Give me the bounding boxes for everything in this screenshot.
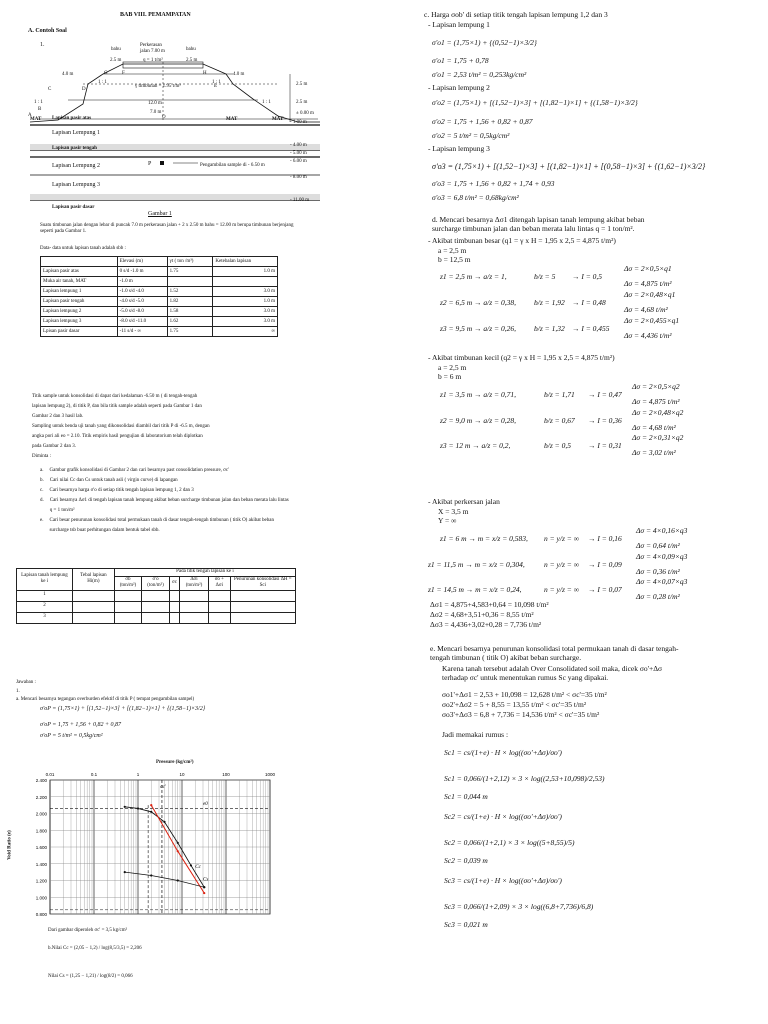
- fig-label-7m: 7.0 m: [150, 110, 162, 115]
- fig-label-4m-right: 4.0 m: [233, 72, 245, 77]
- d1-i: → I = 0,455: [572, 324, 610, 333]
- l1-eq-3: σ'o1 = 2,53 t/m² = 0,253kg/cm²: [432, 70, 527, 79]
- fig-label-O: O: [162, 115, 166, 120]
- intro-text: Suatu timbunan jalan dengan lebar di puncak 7.0 m perkerasan jalan + 2 x 2.50 m bahu = 12.00 m berupa timbunan berjenjang seperti pada Gambar 1.: [40, 223, 294, 235]
- soil-table: [40, 256, 278, 337]
- fig-label-jalan: jalan 7.00 m: [140, 49, 165, 54]
- table-row: [17, 590, 296, 601]
- consolidation-chart: [14, 766, 280, 924]
- problem-line: pada Gambar 2 dan 3.: [32, 444, 77, 449]
- y-tick-label: 1.000: [35, 895, 47, 901]
- d1-b: b = 12,5 m: [438, 255, 471, 264]
- task-letter: c.: [40, 488, 44, 493]
- d1-a: a = 2,5 m: [438, 246, 467, 255]
- calc-header: σ'o (ton/m²): [142, 576, 170, 590]
- e-check-3: σo3'+Δσ3 = 6,8 + 7,736 = 14,536 t/m² < σc'=35 t/m²: [442, 710, 600, 719]
- l1-label: - Lapisan lempung 1: [428, 20, 490, 29]
- cell: 1.82: [167, 297, 213, 307]
- chart-annotation: Cc: [195, 864, 201, 870]
- d1-z: z2 = 6,5 m → a/z = 0,38,: [440, 298, 516, 307]
- task-item: [40, 486, 290, 496]
- d3-z: z1 = 11,5 m → m = x/z = 0,304,: [428, 560, 525, 569]
- cell: 0 s/d -1.0 m: [117, 267, 167, 277]
- data-point: [203, 886, 205, 888]
- fig-label-2-5-left: 2.5 m: [110, 58, 122, 63]
- data-point: [177, 879, 179, 881]
- fig-label-2-5m-b: 2.5 m: [296, 100, 308, 105]
- y-tick-label: 1.200: [35, 878, 47, 884]
- l3-eq-1: σ'o3 = (1,75×1) + [(1,52−1)×3] + [(1,82−1)×1] + [(0,58−1)×3] + {(1,62−1)×3/2}: [432, 162, 706, 171]
- fig-label-C: C: [48, 87, 52, 92]
- task-text: Gambar grafik konsolidasi di Gambar 2 dan cari besarnya past consolidation pressure, σc': [49, 468, 229, 473]
- cell: 1.0 m: [213, 267, 278, 277]
- d-sum-3: Δσ3 = 4,436+3,02+0,28 = 7,736 t/m²: [430, 620, 542, 629]
- problem-line: Diminta :: [32, 454, 52, 459]
- cell: -11 s/d - ∞: [117, 327, 167, 337]
- cell: 1.62: [167, 317, 213, 327]
- fig-label-mat-2: MAT: [226, 117, 238, 122]
- l2-eq-3: σ'o2 = 5 t/m² = 0,5kg/cm²: [432, 131, 510, 140]
- soil-header: γt ( ton /m³): [167, 257, 213, 267]
- l2-eq-1: σ'o2 = (1,75×1) + [(1,52−1)×3] + [(1,82−1)×1] + {(1,58−1)×3/2}: [432, 98, 638, 107]
- chart-title: Pressure (kg/cm²): [156, 760, 194, 765]
- d3-ds1: Δσ = 4×0,16×q3: [636, 526, 688, 535]
- d3-i: → I = 0,16: [588, 534, 622, 543]
- d2-i: → I = 0,36: [588, 416, 622, 425]
- cell: Muka air tanah, MAT: [41, 277, 118, 287]
- d-sum-2: Δσ2 = 4,68+3,51+0,36 = 8,55 t/m²: [430, 610, 534, 619]
- d2-b: b = 6 m: [438, 372, 462, 381]
- task-letter: b.: [40, 478, 44, 483]
- cell: 2: [17, 601, 73, 612]
- fig-label-perkerasan: Perkerasan: [140, 43, 162, 48]
- d3-z: z1 = 14,5 m → m = x/z = 0,24,: [428, 585, 522, 594]
- d2-ds1: Δσ = 2×0,31×q2: [632, 433, 684, 442]
- table-row: [41, 287, 278, 297]
- d2-bz: b/z = 1,71: [544, 390, 575, 399]
- cell: 1.58: [167, 307, 213, 317]
- d1-ds1: Δσ = 2×0,5×q1: [624, 264, 672, 273]
- fig-label-slope-1: 1 : 1: [34, 100, 43, 105]
- answer-a-text: a. Mencari besarnya tegangan overburden efektif di titik P ( tempat pengambilan sampel): [16, 697, 195, 702]
- cc-text: b.Nilai Cc = (2,05 − 1,2) / log(8,5/3,5) = 2,206: [48, 946, 142, 951]
- y-tick-label: 2.200: [35, 794, 47, 800]
- fig-label-4m-left: 4.0 m: [62, 72, 74, 77]
- sc-5: Sc2 = 0,066/(1+2,1) × 3 × log((5+8,55)/5): [444, 838, 575, 847]
- data-point: [150, 874, 152, 876]
- d1-i: → I = 0,5: [572, 272, 603, 281]
- sc-2: Sc1 = 0,066/(1+2,12) × 3 × log((2,53+10,098)/2,53): [444, 774, 605, 783]
- fig-label-H: H: [203, 71, 207, 76]
- x-tick-label: 0.01: [45, 772, 55, 777]
- l3-label: - Lapisan lempung 3: [428, 144, 490, 153]
- fig-label-B: B: [38, 107, 42, 112]
- x-tick-label: 1000: [264, 772, 276, 777]
- fig-label-A: A: [28, 113, 32, 118]
- chart-caption: Dari gambar diperoleh σc' = 3,5 kg/cm²: [48, 928, 128, 933]
- d1-label: - Akibat timbunan besar (q1 = γ x H = 1,95 x 2,5 = 4,875 t/m²): [428, 236, 616, 245]
- data-point: [150, 804, 152, 806]
- x-tick-label: 100: [222, 772, 230, 777]
- table-row: [17, 612, 296, 623]
- problem-line: angka pori ali eo = 2.10. Titik empiris hasil pengujian di laboratorium telah diplotkan: [32, 434, 203, 439]
- data-point: [150, 811, 152, 813]
- calc-header: σo + Δσi: [209, 576, 231, 590]
- problem-line: Gambar 2 dan 3 hasil lab.: [32, 414, 84, 419]
- problem-line: Sampling untuk benda uji tanah yang dikonsolidasi diambil dari titik P di -6.5 m, dengan: [32, 424, 210, 429]
- cell: [213, 277, 278, 287]
- d2-z: z1 = 3,5 m → a/z = 0,71,: [440, 390, 516, 399]
- cell: 3: [17, 612, 73, 623]
- d2-z: z2 = 9,0 m → a/z = 0,28,: [440, 416, 516, 425]
- cell: -4.0 s/d -5.0: [117, 297, 167, 307]
- e-title: e. Mencari besarnya penurunan konsolidasi total permukaan tanah di dasar tengah-tengah timbunan ( titik O) akibat beban surcharge.: [430, 644, 679, 662]
- y-tick-label: 2.000: [35, 811, 47, 817]
- d1-ds1: Δσ = 2×0,48×q1: [624, 290, 676, 299]
- task-letter: a.: [40, 468, 44, 473]
- cell: 3.0 m: [213, 317, 278, 327]
- d2-a: a = 2,5 m: [438, 363, 467, 372]
- cell: [167, 277, 213, 287]
- fig-label-mat-1: MAT: [30, 117, 42, 122]
- d2-ds2: Δσ = 4,68 t/m²: [632, 423, 676, 432]
- y-tick-label: 0.800: [35, 912, 47, 917]
- l3-eq-2: σ'o3 = 1,75 + 1,56 + 0,82 + 1,74 + 0,93: [432, 179, 555, 188]
- layer-lempung-3: Lapisan Lempung 3: [52, 182, 100, 188]
- sc-9: Sc3 = 0,021 m: [444, 920, 488, 929]
- cell: 1.75: [167, 327, 213, 337]
- fig-label-mat-3: MAT: [272, 117, 284, 122]
- layer-pasir-atas: Lapisan pasir atas: [52, 116, 92, 121]
- fig-label-slope-3: 1 : 1: [212, 80, 221, 85]
- e-check-2: σo2'+Δσ2 = 5 + 8,55 = 13,55 t/m² < σc'=35 t/m²: [442, 700, 587, 709]
- cell: Lapisan lempung 1: [41, 287, 118, 297]
- calc-header: σc: [170, 576, 180, 590]
- d3-x: X = 3,5 m: [438, 507, 469, 516]
- data-point: [177, 842, 179, 844]
- data-point: [124, 806, 126, 808]
- cell: 1.0 m: [213, 297, 278, 307]
- d3-label: - Akibat perkersan jalan: [428, 497, 500, 506]
- cell: -1.0 m: [117, 277, 167, 287]
- fig-label-slope-4: 1 : 1: [262, 100, 271, 105]
- e-text: Karena tanah tersebut adalah Over Consolidated soil maka, dicek σo'+Δσ terhadap σc' untuk menentukan rumus Sc yang dipakai.: [442, 664, 663, 682]
- soil-header: [41, 257, 118, 267]
- d3-n: n = y/z = ∞: [544, 560, 580, 569]
- d3-n: n = y/z = ∞: [544, 585, 580, 594]
- calc-header: Δσi (ton/m²): [179, 576, 208, 590]
- d3-ds2: Δσ = 0,64 t/m²: [636, 541, 680, 550]
- header-title: BAB VIII. PEMAMPATAN: [120, 12, 191, 18]
- task-list: [40, 466, 290, 536]
- d1-ds2: Δσ = 4,436 t/m²: [624, 331, 672, 340]
- d3-ds1: Δσ = 4×0,07×q3: [636, 577, 688, 586]
- sc-7: Sc3 = cs/(1+e) · H × log((σo'+Δσ)/σo'): [444, 876, 562, 885]
- task-text: Cari besarnya Δσ1 di tengah lapisan tanah lempung akibat beban surcharge timbunan jalan dan beban merata lalu lintas q = 1 ton/m²: [49, 498, 289, 513]
- table-row: [41, 297, 278, 307]
- y-tick-label: 1.600: [35, 845, 47, 850]
- l1-eq-2: σ'o1 = 1,75 + 0,78: [432, 56, 489, 65]
- soil-header: Elevasi (m): [117, 257, 167, 267]
- x-tick-label: 10: [179, 772, 185, 777]
- cell: 1: [17, 590, 73, 601]
- task-item: [40, 466, 290, 476]
- l2-label: - Lapisan lempung 2: [428, 83, 490, 92]
- task-item: [40, 476, 290, 486]
- fig-label-gamma: γ timbunan = 1.95 t/m³: [135, 84, 181, 89]
- task-text: Cari besar penurunan konsolidasi total permukaan tanah di dasar tengah-tengah timbunan ( titik O) akibat beban surcharge tsb buat perhitungan dalam bentuk tabel sbb.: [49, 518, 274, 533]
- d1-i: → I = 0,48: [572, 298, 606, 307]
- layer-pasir-dasar: Lapisan pasir dasar: [52, 205, 95, 210]
- chart-annotation: Cs: [202, 877, 209, 883]
- d1-bz: b/z = 5: [534, 272, 556, 281]
- cell: Lapisan pasir atas: [41, 267, 118, 277]
- cell: 3.0 m: [213, 287, 278, 297]
- sc-1: Sc1 = cs/(1+e) · H × log((σo'+Δσ)/σo'): [444, 748, 562, 757]
- fig-label-E: E: [214, 84, 218, 89]
- depth-1: - 1.00 m: [290, 120, 307, 125]
- chart-annotation: e0: [202, 802, 208, 808]
- d1-z: z1 = 2,5 m → a/z = 1,: [440, 272, 507, 281]
- task-item: [40, 516, 290, 536]
- problem-line: Titik sample untuk konsolidasi di dapat dari kedalaman -6.50 m ( di tengah-tengah: [32, 394, 198, 399]
- cell: -5.0 s/d -8.0: [117, 307, 167, 317]
- data-point: [124, 871, 126, 873]
- chart-ylabel: Void Ratio (e): [7, 830, 13, 860]
- data-caption: Data- data untuk lapisan tanah adalah sbb :: [40, 246, 126, 251]
- d2-z: z3 = 12 m → a/z = 0,2,: [440, 441, 511, 450]
- d2-label: - Akibat timbunan kecil (q2 = γ x H = 1,95 x 2,5 = 4,875 t/m²): [428, 353, 615, 362]
- fig-label-F: F: [122, 71, 125, 76]
- layer-pasir-tengah: Lapisan pasir tengah: [52, 146, 97, 151]
- d1-bz: b/z = 1,92: [534, 298, 565, 307]
- d2-i: → I = 0,31: [588, 441, 622, 450]
- cell: ∞: [213, 327, 278, 337]
- item-number: 1.: [40, 42, 45, 48]
- fig-label-bahu-left: bahu: [111, 47, 121, 52]
- table-row: [41, 267, 278, 277]
- d1-ds2: Δσ = 4,68 t/m²: [624, 305, 668, 314]
- problem-text: [32, 392, 210, 462]
- answer-eq1: σ'oP = (1,75×1) + [(1,52−1)×3] + [(1,82−1)×1] + {(1,58−1)×3/2}: [40, 706, 206, 712]
- answer-eq3: σ'oP = 5 t/m² = 0,5kg/cm²: [40, 733, 103, 739]
- d1-ds2: Δσ = 4,875 t/m²: [624, 279, 672, 288]
- table-row: [41, 277, 278, 287]
- data-point: [163, 821, 165, 823]
- cell: -1.0 s/d -4.0: [117, 287, 167, 297]
- sc-3: Sc1 = 0,044 m: [444, 792, 488, 801]
- d3-y: Y = ∞: [438, 516, 457, 525]
- layer-lempung-1: Lapisan Lempung 1: [52, 130, 100, 136]
- cell: Lpisan pasir dasar: [41, 327, 118, 337]
- task-text: Cari nilai Cc dan Cs untuk tanah asli ( virgin curve) di lapangan: [49, 478, 178, 483]
- d2-ds1: Δσ = 2×0,48×q2: [632, 408, 684, 417]
- d3-i: → I = 0,09: [588, 560, 622, 569]
- cell: Lapisan lempung 2: [41, 307, 118, 317]
- cell: 1.52: [167, 287, 213, 297]
- d2-i: → I = 0,47: [588, 390, 622, 399]
- cell: -8.0 s/d -11.0: [117, 317, 167, 327]
- depth-8: - 8.00 m: [290, 175, 307, 180]
- fig-label-slope-2: 1 : 1: [98, 80, 107, 85]
- fig-label-D: D: [82, 87, 86, 92]
- d2-bz: b/z = 0,67: [544, 416, 575, 425]
- y-tick-label: 1.400: [35, 861, 47, 867]
- fig-label-2-5-right: 2.5 m: [186, 58, 198, 63]
- d2-ds2: Δσ = 3,02 t/m²: [632, 448, 676, 457]
- cell: Lapisan lempung 3: [41, 317, 118, 327]
- data-point: [177, 850, 179, 852]
- soil-header: Ketebalan lapisan: [213, 257, 278, 267]
- task-letter: e.: [40, 518, 44, 523]
- fig-label-zero: ± 0.00 m: [296, 111, 314, 116]
- calc-table: [16, 568, 296, 624]
- data-point: [190, 864, 192, 866]
- table-row: [17, 601, 296, 612]
- task-letter: d.: [40, 498, 44, 503]
- calc-header: Penurunan konsolidasi ΔH = Sci: [230, 576, 295, 590]
- e-check-1: σo1'+Δσ1 = 2,53 + 10,098 = 12,628 t/m² < σc'=35 t/m²: [442, 690, 607, 699]
- d2-ds2: Δσ = 4,875 t/m²: [632, 397, 680, 406]
- d3-ds1: Δσ = 4×0,09×q3: [636, 552, 688, 561]
- cell: 1.75: [167, 267, 213, 277]
- d1-ds1: Δσ = 2×0,455×q1: [624, 316, 680, 325]
- task-text: Cari besarnya harga σ'o di setiap titik tengah lapisan lempung 1, 2 dan 3: [49, 488, 194, 493]
- calc-header: σb (ton/m²): [114, 576, 141, 590]
- sc-6: Sc2 = 0,039 m: [444, 856, 488, 865]
- d-sum-1: Δσ1 = 4,875+4,583+0,64 = 10,098 t/m²: [430, 600, 549, 609]
- d2-bz: b/z = 0,5: [544, 441, 571, 450]
- table-row: [41, 317, 278, 327]
- fig-label-G: G: [104, 71, 108, 76]
- fig-label-12m: 12.0 m: [148, 101, 162, 106]
- sc-4: Sc2 = cs/(1+e) · H × log((σo'+Δσ)/σo'): [444, 812, 562, 821]
- d3-ds2: Δσ = 0,28 t/m²: [636, 592, 680, 601]
- calc-header: Lapisan tanah lempung ke i: [17, 569, 73, 591]
- c-title: c. Harga σob' di setiap titik tengah lapisan lempung 1,2 dan 3: [424, 10, 608, 19]
- cell: Lapisan pasir tengah: [41, 297, 118, 307]
- cell: 3.0 m: [213, 307, 278, 317]
- x-tick-label: 1: [136, 772, 140, 777]
- layer-lempung-2: Lapisan Lempung 2: [52, 163, 100, 169]
- problem-line: lapisan lempung 2), di titik P, dan bila titik sample adalah seperti pada Gambar 1 dan: [32, 404, 202, 409]
- d-title: d. Mencari besarnya Δσ1 ditengah lapisan tanah lempung akibat beban surcharge timbunan jalan dan beban merata lalu lintas q = 1 ton/m².: [432, 215, 645, 233]
- d2-ds1: Δσ = 2×0,5×q2: [632, 382, 680, 391]
- d1-z: z3 = 9,5 m → a/z = 0,26,: [440, 324, 516, 333]
- d1-bz: b/z = 1,32: [534, 324, 565, 333]
- cs-text: Nilai Cs = (1,25 − 1,21) / log(8/2) = 0,066: [48, 974, 133, 979]
- data-point: [137, 807, 139, 809]
- l1-eq-1: σ'o1 = (1,75×1) + {(0,52−1)×3/2}: [432, 38, 537, 47]
- d3-i: → I = 0,07: [588, 585, 622, 594]
- chart-annotation: σc': [160, 785, 166, 790]
- depth-5: - 5.00 m: [290, 151, 307, 156]
- d3-ds2: Δσ = 0,36 t/m²: [636, 567, 680, 576]
- depth-6: - 6.00 m: [290, 159, 307, 164]
- data-point: [203, 892, 205, 894]
- answer-eq2: σ'oP = 1,75 + 1,56 + 0,82 + 0,87: [40, 722, 121, 728]
- sample-text: Pengambilan sample di - 6.50 m: [200, 163, 265, 168]
- y-tick-label: 1.800: [35, 828, 47, 834]
- x-tick-label: 0.1: [90, 772, 98, 777]
- e-rumus: Jadi memakai rumus :: [442, 730, 509, 739]
- answer-heading: Jawaban :: [16, 680, 36, 685]
- d3-n: n = y/z = ∞: [544, 534, 580, 543]
- fig-label-2-5m-a: 2.5 m: [296, 82, 308, 87]
- y-tick-label: 2.400: [35, 778, 47, 783]
- l3-eq-3: σ'o3 = 6,8 t/m² = 0,68kg/cm²: [432, 193, 519, 202]
- answer-no: 1.: [16, 689, 20, 694]
- l2-eq-2: σ'o2 = 1,75 + 1,56 + 0,82 + 0,87: [432, 117, 533, 126]
- sc-8: Sc3 = 0,066/(1+2,09) × 3 × log((6,8+7,736)/6,8): [444, 902, 594, 911]
- task-item: [40, 496, 290, 516]
- figure1-caption: Gambar 1: [148, 211, 172, 217]
- table-row: [41, 307, 278, 317]
- fig-label-q: q = 1 t/m²: [143, 58, 163, 63]
- sample-label: P: [148, 161, 152, 167]
- section-title: A. Contoh Soal: [28, 28, 67, 34]
- fig-label-bahu-right: bahu: [186, 47, 196, 52]
- depth-4: - 4.00 m: [290, 143, 307, 148]
- calc-header: Tebal lapisan Hi(m): [72, 569, 114, 591]
- calc-top-header: Pada titik tengah lapisan ke i: [114, 569, 295, 577]
- d3-z: z1 = 6 m → m = x/z = 0,583,: [440, 534, 528, 543]
- table-row: [41, 327, 278, 337]
- depth-11: - 11.00 m: [290, 198, 310, 203]
